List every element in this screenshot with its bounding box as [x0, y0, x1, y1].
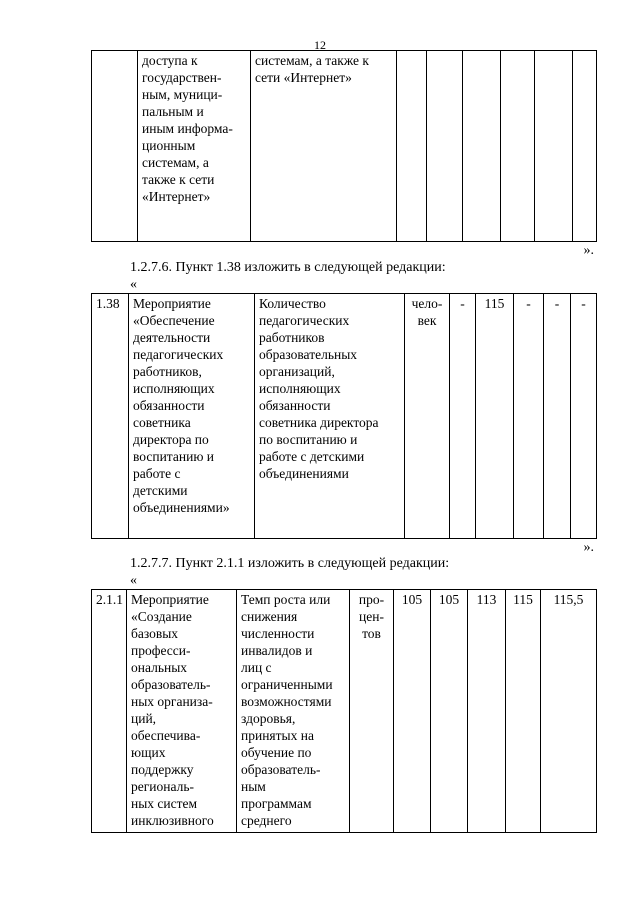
- measure-name: Мероприятие «Создание базовых професси- ональных образователь- ных организа- ций, обеспечива- ющих поддержку региональ- ных систем инклюзивного: [127, 590, 237, 833]
- table-cell: [463, 51, 501, 242]
- item-number: 2.1.1: [92, 590, 127, 833]
- value-cell: 115,5: [541, 590, 597, 833]
- paragraph-1-2-7-6: 1.2.7.6. Пункт 1.38 изложить в следующей редакции:: [130, 260, 446, 275]
- table-cell: доступа к государствен- ным, муници- пальным и иным информа- ционным системам, а также к сети «Интернет»: [138, 51, 251, 242]
- value-cell: 115: [476, 294, 514, 539]
- page-number: 12: [314, 38, 326, 52]
- value-cell: -: [571, 294, 597, 539]
- table-continuation: [91, 50, 597, 242]
- value-cell: -: [544, 294, 571, 539]
- table-cell: [397, 51, 427, 242]
- paragraph-1-2-7-7: 1.2.7.7. Пункт 2.1.1 изложить в следующей редакции:: [130, 556, 450, 571]
- value-cell: 105: [394, 590, 431, 833]
- closing-quote: ».: [583, 540, 594, 555]
- table-item-2-1-1: [91, 589, 597, 833]
- opening-quote: «: [130, 573, 137, 588]
- value-cell: -: [450, 294, 476, 539]
- measure-name: Мероприятие «Обеспечение деятельности педагогических работников, исполняющих обязанности советника директора по воспитанию и работе с детскими объединениями»: [129, 294, 255, 539]
- table-cell: [573, 51, 597, 242]
- table-cell: системам, а также к сети «Интернет»: [251, 51, 397, 242]
- value-cell: 113: [468, 590, 506, 833]
- table-item-1-38: [91, 293, 597, 539]
- table-cell: [501, 51, 535, 242]
- item-number: 1.38: [92, 294, 129, 539]
- opening-quote: «: [130, 277, 137, 292]
- table-cell: [92, 51, 138, 242]
- table-cell: [535, 51, 573, 242]
- value-cell: -: [514, 294, 544, 539]
- unit-of-measure: чело- век: [405, 294, 450, 539]
- value-cell: 105: [431, 590, 468, 833]
- value-cell: 115: [506, 590, 541, 833]
- indicator-name: Количество педагогических работников образовательных организаций, исполняющих обязанности советника директора по воспитанию и работе с детскими объединениями: [255, 294, 405, 539]
- indicator-name: Темп роста или снижения численности инвалидов и лиц с ограниченными возможностями здоровья, принятых на обучение по образователь- ным программам среднего: [237, 590, 350, 833]
- closing-quote: ».: [583, 243, 594, 258]
- table-cell: [427, 51, 463, 242]
- unit-of-measure: про- цен- тов: [350, 590, 394, 833]
